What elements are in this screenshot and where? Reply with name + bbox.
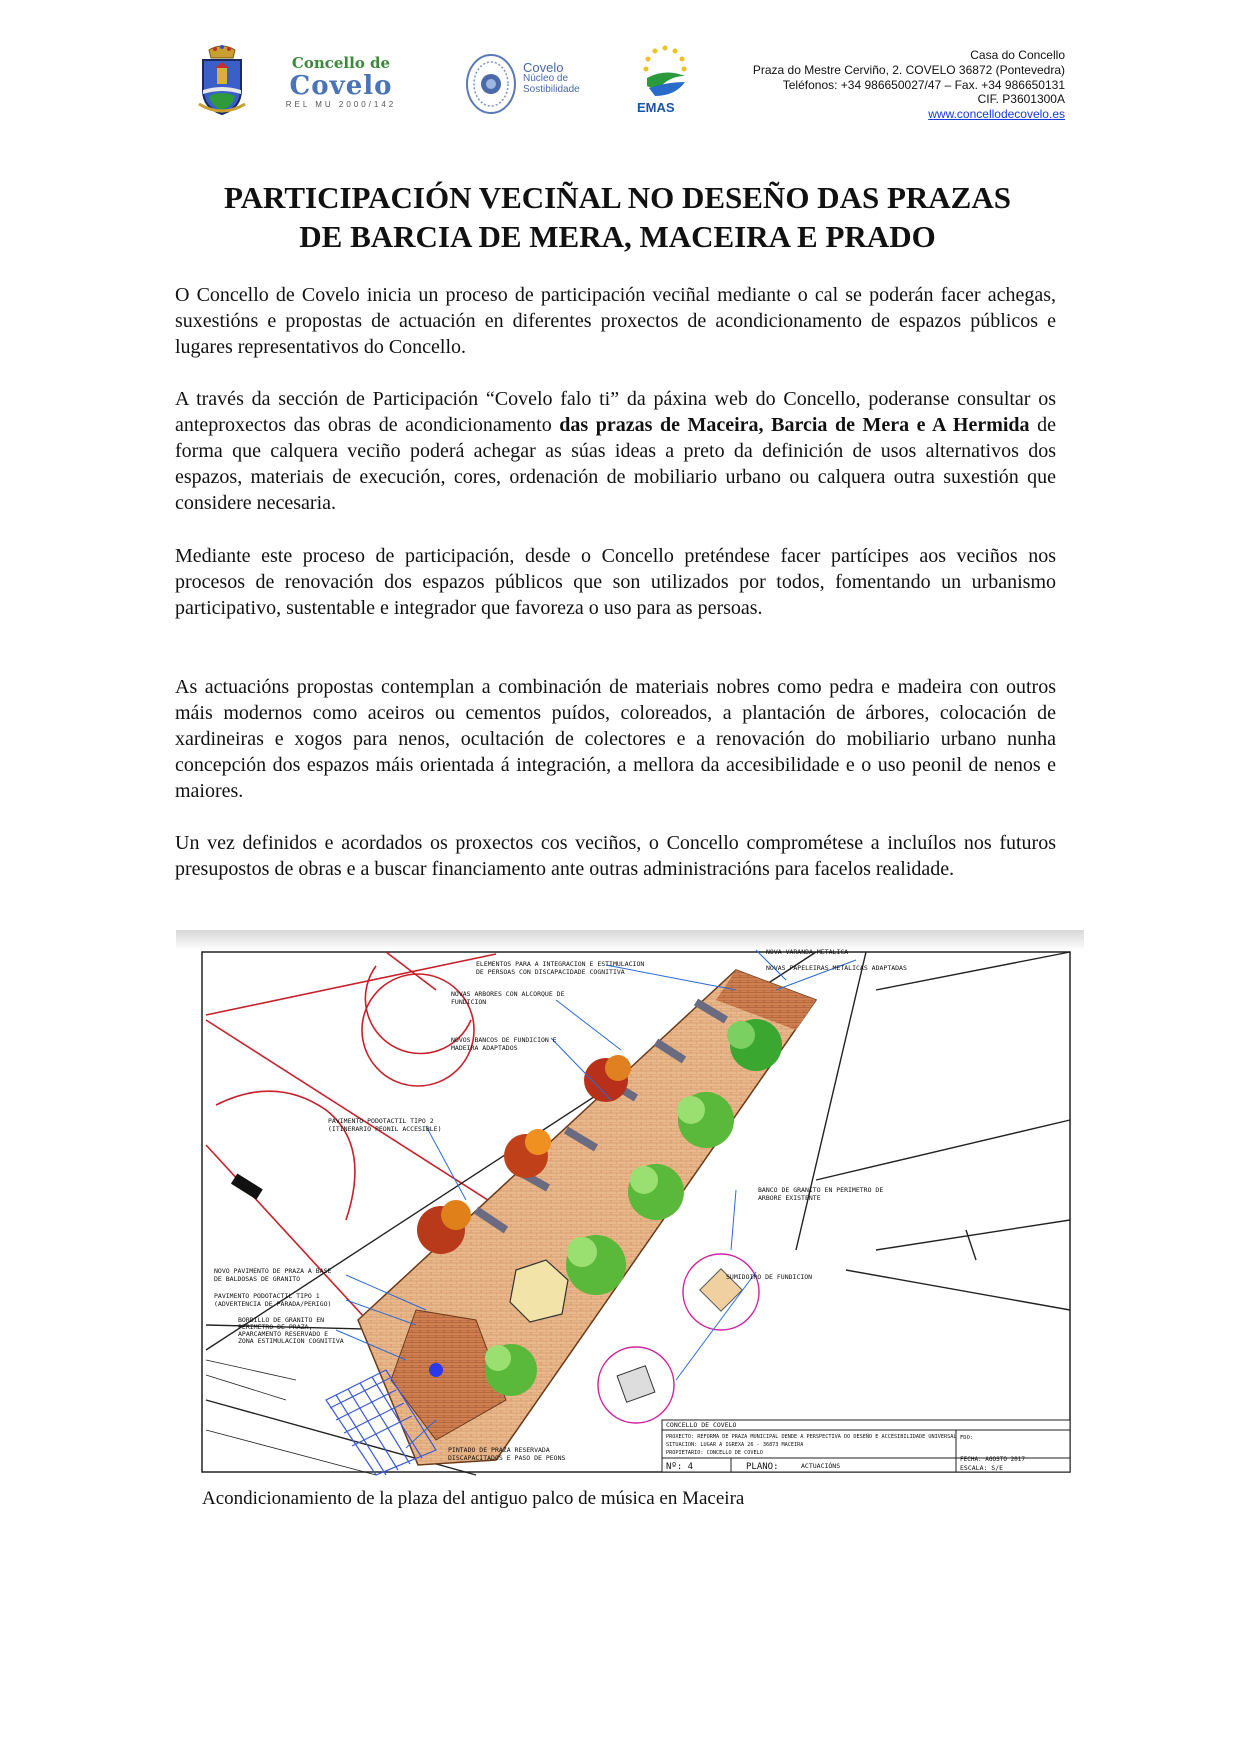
label-elementos: ELEMENTOS PARA A INTEGRACION E ESTIMULACION	[476, 960, 645, 968]
label-arbores: NOVAS ARBORES CON ALCORQUE DE	[451, 990, 565, 998]
svg-text:NOVO PAVIMENTO DE PRAZA A BASE	[214, 1267, 331, 1275]
site-plan-figure	[176, 930, 1084, 1480]
svg-text:PLANO:	[746, 1462, 779, 1472]
nucleo-logo	[463, 52, 593, 116]
letterhead	[195, 40, 1065, 120]
paragraph-3: Mediante este proceso de participación, desde o Concello preténdese facer partícipes aos veciños nos procesos de renovación dos espazos públicos que son utilizados por todos, fomentando un urbanismo participativo, sustentable e integrador que favoreza o uso para as persoas.	[175, 545, 1056, 619]
label-varanda: NOVA VARANDA METALICA	[766, 948, 849, 956]
svg-text:FDO:	[960, 1435, 973, 1441]
svg-text:DE BALDOSAS DE GRANITO	[214, 1275, 300, 1283]
tb-plano-value: ACTUACIÓNS	[801, 1462, 841, 1470]
svg-text:ZONA ESTIMULACION COGNITIVA	[238, 1337, 344, 1345]
label-bancos-2: MADEIRA ADAPTADOS	[451, 1044, 518, 1052]
brand-line-2: Covelo	[289, 71, 393, 101]
address-line: CIF. P3601300A	[977, 92, 1065, 107]
nucleo-line-3: Sostibilidade	[523, 84, 580, 95]
svg-text:PINTADO DE PRAZA RESERVADA	[448, 1446, 550, 1454]
website-link[interactable]: www.concellodecovelo.es	[928, 107, 1065, 122]
tb-numero: Nº: 4	[666, 1462, 694, 1472]
label-pav1b: (ADVERTENCIA DE PARADA/PERIGO)	[214, 1300, 332, 1308]
page-title	[175, 178, 1060, 256]
paragraph-2-end: de forma que calquera veciño poderá achegar as súas ideas a preto da definición de usos alternativos dos espazos, materiais de execución, cores, ordenación de mobiliario urbano ou calquera outra suxestión que considere necesaria.	[175, 414, 1056, 514]
svg-text:FECHA: AGOSTO 2017	[960, 1456, 1025, 1463]
paragraph-5: Un vez definidos e acordados os proxectos cos veciños, o Concello comprométese a incluílos nos futuros presupostos de obras e a buscar financiamento ante outras administracións para facelos realidade.	[175, 832, 1056, 880]
svg-text:NOVAS PAPELEIRAS METALICAS ADA	[766, 964, 907, 972]
brand-line-3: REL MU 2000/142	[285, 100, 397, 109]
tb-escala: ESCALA: S/E	[960, 1464, 1004, 1472]
label-sumidoiro: SUMIDOIRO DE FUNDICION	[726, 1273, 813, 1281]
svg-text:ELEMENTOS PARA A INTEGRACION E	[476, 960, 644, 968]
svg-text:DISCAPACITADOS E PASO DE PEONS	[448, 1454, 565, 1462]
svg-text:NOVAS ARBORES CON ALCORQUE DE	[451, 990, 565, 998]
emas-stars-icon	[635, 42, 695, 102]
tb-plano: PLANO:	[746, 1462, 779, 1472]
label-novo-pav: NOVO PAVIMENTO DE PRAZA A BASE	[214, 1267, 332, 1275]
svg-text:CONCELLO DE COVELO	[666, 1421, 737, 1429]
paragraph-4: As actuacións propostas contemplan a combinación de materiais nobres como pedra e madeira con outros máis modernos como aceiros ou cementos puídos, coloreados, a plantación de árbores, colocación de xardineiras e xogos para nenos, ocultación de colectores e a renovación do mobiliario urbano nunha concepción dos espazos máis orientada á integración, a mellora da accesibilidade e o uso peonil de nenos e maiores.	[175, 676, 1056, 802]
tb-fecha: FECHA: AGOSTO 2017	[960, 1456, 1026, 1463]
tb-propietario: PROPIETARIO: CONCELLO DE COVELO	[666, 1450, 763, 1456]
svg-text:ARBORE EXISTENTE	[758, 1194, 821, 1202]
tb-situacion: SITUACION: LUGAR A IGREXA 26 - 36873 MACEIRA	[666, 1442, 804, 1448]
svg-text:NOVOS BANCOS DE FUNDICION E	[451, 1036, 557, 1044]
nucleo-seal-icon	[463, 52, 519, 116]
emas-logo	[635, 42, 695, 118]
tb-fdo: FDO:	[960, 1435, 974, 1441]
label-elementos-2: DE PERSOAS CON DISCAPACIDADE COGNITIVA	[476, 968, 625, 976]
label-papeleiras: NOVAS PAPELEIRAS METALICAS ADAPTADAS	[766, 964, 907, 972]
label-pintado-2: DISCAPACITADOS E PASO DE PEONS	[448, 1454, 566, 1462]
figure-caption: Acondicionamiento de la plaza del antiguo palco de música en Maceira	[202, 1488, 745, 1509]
label-pav2b: (ITINERARIO PEONIL ACCESIBLE)	[328, 1125, 442, 1133]
paragraph-2-bold: das prazas de Maceira, Barcia de Mera e A Hermida	[559, 414, 1030, 436]
label-bordillo-4: ZONA ESTIMULACION COGNITIVA	[238, 1337, 344, 1345]
label-pav2: PAVIMENTO PODOTACTIL TIPO 2	[328, 1117, 434, 1125]
nucleo-text	[523, 62, 580, 95]
address-line: Praza do Mestre Cerviño, 2. COVELO 36872 (Pontevedra)	[752, 62, 1065, 77]
label-banco-granito-2: ARBORE EXISTENTE	[758, 1194, 821, 1202]
svg-text:BANCO DE GRANITO EN PERIMETRO	[758, 1186, 883, 1194]
svg-text:DE PERSOAS CON DISCAPACIDADE C	[476, 968, 625, 976]
label-pintado: PINTADO DE PRAZA RESERVADA	[448, 1446, 550, 1454]
title-line-2: DE BARCIA DE MERA, MACEIRA E PRADO	[299, 219, 936, 254]
svg-text:Nº: 4	[666, 1462, 693, 1472]
label-bordillo: BORDILLO DE GRANITO EN	[238, 1316, 325, 1324]
tb-org: CONCELLO DE COVELO	[666, 1421, 737, 1429]
site-plan-drawing	[176, 930, 1084, 1480]
svg-text:FUNDICION	[451, 998, 486, 1006]
title-line-1: PARTICIPACIÓN VECIÑAL NO DESEÑO DAS PRAZAS	[224, 180, 1011, 215]
svg-text:PAVIMENTO PODOTACTIL TIPO 2	[328, 1117, 434, 1125]
label-arbores-2: FUNDICION	[451, 998, 487, 1006]
coat-of-arms-icon	[195, 44, 249, 118]
svg-text:ESCALA: S/E	[960, 1464, 1003, 1472]
label-bordillo-3: APARCAMENTO RESERVADO E	[238, 1330, 329, 1338]
svg-text:PAVIMENTO PODOTACTIL TIPO 1	[214, 1292, 320, 1300]
svg-text:PROXECTO: REFORMA DE PRAZA M	[666, 1433, 956, 1440]
label-bancos: NOVOS BANCOS DE FUNDICION E	[451, 1036, 557, 1044]
label-novo-pav-2: DE BALDOSAS DE GRANITO	[214, 1275, 301, 1283]
emas-label: EMAS	[637, 100, 675, 115]
svg-text:(ADVERTENCIA DE PARADA/PERIGO)	[214, 1300, 331, 1308]
svg-text:SUMIDOIRO DE FUNDICION	[726, 1273, 812, 1281]
address-line: Teléfonos: +34 986650027/47 – Fax. +34 986650131	[782, 77, 1065, 92]
svg-text:PROPIETARIO: CONCELLO DE COV	[666, 1450, 763, 1456]
nucleo-line-2: Núcleo de	[523, 73, 569, 84]
label-pav1: PAVIMENTO PODOTACTIL TIPO 1	[214, 1292, 320, 1300]
paragraph-1: O Concello de Covelo inicia un proceso de participación veciñal mediante o cal se poderán facer achegas, suxestións e propostas de actuación en diferentes proxectos de acondicionamento de espazos públicos e lugares representativos do Concello.	[175, 284, 1056, 358]
svg-text:ACTUACIÓNS	[801, 1461, 840, 1470]
contact-block	[753, 48, 1065, 122]
nucleo-line-1: Covelo	[523, 60, 564, 75]
brand-line-1: Concello de	[291, 54, 391, 72]
svg-text:MADEIRA ADAPTADOS	[451, 1044, 518, 1052]
label-bordillo-2: PERIMETRO DE PRAZA,	[238, 1323, 313, 1331]
svg-text:(ITINERARIO PEONIL ACCESIBLE)	[328, 1125, 442, 1133]
tb-proxecto: PROXECTO: REFORMA DE PRAZA MUNICIPAL DENDE A PERSPECTIVA DO DESEÑO E ACCESIBILIDADE UNIVERSAL	[666, 1434, 957, 1440]
address-line: Casa do Concello	[970, 48, 1065, 62]
label-banco-granito: BANCO DE GRANITO EN PERIMETRO DE	[758, 1186, 884, 1194]
paragraph-2-start: A través da sección de Participación “Covelo falo ti” da páxina web do Concello, poderanse consultar os anteproxectos das obras de acondicionamento	[175, 388, 1056, 436]
brand-logo	[281, 54, 401, 109]
svg-text:NOVA VARANDA METALICA	[766, 948, 848, 956]
plan-title-block	[662, 1420, 1070, 1472]
paragraph-2	[175, 386, 1056, 516]
svg-text:SITUACION: LUGAR A IGREXA 2	[666, 1442, 804, 1448]
accessibility-icon	[429, 1363, 443, 1377]
